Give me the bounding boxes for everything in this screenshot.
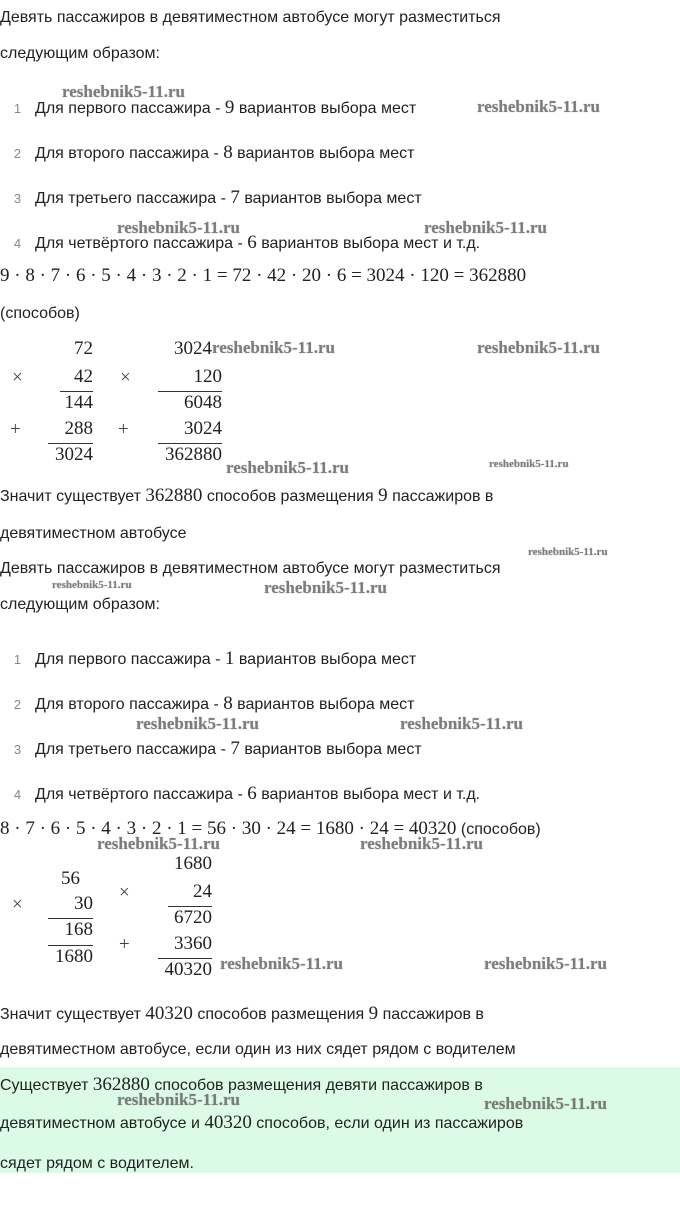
watermark: reshebnik5-11.ru bbox=[360, 834, 483, 854]
math-expression: 6 bbox=[247, 783, 257, 804]
calc-number: 72 bbox=[74, 338, 93, 359]
text-line bbox=[0, 1003, 484, 1025]
text: Для третьего пассажира - bbox=[35, 741, 231, 758]
calc-number: 1680 bbox=[174, 853, 212, 874]
watermark: reshebnik5-11.ru bbox=[226, 458, 349, 478]
text-line bbox=[0, 485, 493, 507]
watermark: reshebnik5-11.ru bbox=[117, 1090, 240, 1110]
math-expression: 362880 bbox=[145, 485, 203, 506]
text: Значит существует bbox=[0, 1006, 146, 1023]
math-expression: 9 bbox=[378, 485, 388, 506]
calc-number: 288 bbox=[64, 418, 93, 439]
text: девятиместном автобусе, если один из них сядет рядом с водителем bbox=[0, 1041, 516, 1058]
calc-number: 1680 bbox=[48, 945, 93, 968]
list-number: 4 bbox=[13, 787, 22, 802]
calc-number: 120 bbox=[193, 366, 222, 387]
watermark: reshebnik5-11.ru bbox=[528, 546, 608, 559]
text: (способов) bbox=[456, 821, 541, 838]
answer-line bbox=[0, 1153, 194, 1175]
times-sign: × bbox=[120, 367, 131, 388]
list-number: 2 bbox=[13, 697, 22, 712]
calc-number: 3024 bbox=[174, 338, 212, 359]
watermark: reshebnik5-11.ru bbox=[62, 82, 185, 102]
math-expression: 40320 bbox=[145, 1003, 193, 1024]
text-line bbox=[0, 43, 160, 65]
text: вариантов выбора мест bbox=[239, 190, 422, 207]
text: пассажиров в bbox=[387, 488, 494, 505]
text: способов размещения bbox=[192, 1006, 369, 1023]
text-line bbox=[0, 523, 187, 545]
watermark: reshebnik5-11.ru bbox=[477, 338, 600, 358]
watermark: reshebnik5-11.ru bbox=[97, 834, 220, 854]
watermark: reshebnik5-11.ru bbox=[136, 714, 259, 734]
watermark: reshebnik5-11.ru bbox=[117, 218, 240, 238]
list-number: 4 bbox=[13, 236, 22, 251]
text: вариантов выбора мест bbox=[234, 651, 417, 668]
math-expression: 7 bbox=[230, 187, 240, 208]
text: девятиместном автобусе и bbox=[0, 1115, 205, 1132]
text-line bbox=[0, 303, 80, 325]
text: сядет рядом с водителем. bbox=[0, 1155, 194, 1172]
text: следующим образом: bbox=[0, 596, 160, 613]
watermark: reshebnik5-11.ru bbox=[484, 1094, 607, 1114]
text: вариантов выбора мест bbox=[234, 100, 417, 117]
calc-number: 40320 bbox=[158, 958, 212, 981]
calc-number: 168 bbox=[48, 918, 93, 941]
math-expression: 9 · 8 · 7 · 6 · 5 · 4 · 3 · 2 · 1 = 72 · 42 · 20 · 6 = 3024 · 120 = 362880 bbox=[0, 265, 527, 286]
plus-sign: + bbox=[119, 934, 130, 955]
math-expression: 7 bbox=[230, 738, 240, 759]
watermark: reshebnik5-11.ru bbox=[52, 579, 132, 592]
calc-number: 56 bbox=[61, 868, 80, 889]
text: (способов) bbox=[0, 305, 80, 322]
text: способов размещения девяти пассажиров в bbox=[149, 1077, 483, 1094]
text: вариантов выбора мест bbox=[239, 741, 422, 758]
text: девятиместном автобусе bbox=[0, 525, 187, 542]
text-line bbox=[0, 648, 416, 670]
math-expression: 40320 bbox=[204, 1112, 252, 1133]
calc-number: 30 bbox=[74, 893, 93, 914]
math-expression: 1 bbox=[224, 648, 235, 669]
calc-number: 362880 bbox=[158, 443, 222, 466]
answer-line bbox=[0, 1074, 483, 1096]
text-line bbox=[0, 1039, 516, 1061]
math-expression: 8 bbox=[223, 142, 233, 163]
times-sign: × bbox=[119, 882, 130, 903]
text: вариантов выбора мест и т.д. bbox=[256, 786, 481, 803]
text-line bbox=[0, 232, 480, 254]
calc-number: 144 bbox=[60, 391, 93, 414]
math-expression: 9 bbox=[224, 97, 235, 118]
text: Для второго пассажира - bbox=[35, 145, 224, 162]
math-expression: 6 bbox=[247, 232, 257, 253]
plus-sign: + bbox=[10, 419, 21, 440]
text: способов размещения bbox=[202, 488, 379, 505]
calc-number: 3360 bbox=[174, 933, 212, 954]
text: Для второго пассажира - bbox=[35, 696, 224, 713]
text-line bbox=[0, 7, 501, 29]
text: Значит существует bbox=[0, 488, 146, 505]
math-expression: 8 bbox=[223, 693, 233, 714]
text: Для четвёртого пассажира - bbox=[35, 235, 248, 252]
text-line bbox=[0, 738, 422, 760]
watermark: reshebnik5-11.ru bbox=[489, 458, 569, 471]
list-number: 2 bbox=[13, 146, 22, 161]
text: вариантов выбора мест bbox=[232, 145, 415, 162]
watermark: reshebnik5-11.ru bbox=[484, 954, 607, 974]
math-expression: 8 · 7 · 6 · 5 · 4 · 3 · 2 · 1 = 56 · 30 · 24 = 1680 · 24 = 40320 bbox=[0, 818, 457, 839]
watermark: reshebnik5-11.ru bbox=[220, 954, 343, 974]
text-line bbox=[0, 783, 480, 805]
text-line bbox=[0, 594, 160, 616]
text-line bbox=[0, 265, 526, 287]
text: вариантов выбора мест bbox=[232, 696, 415, 713]
text: следующим образом: bbox=[0, 45, 160, 62]
plus-sign: + bbox=[118, 419, 129, 440]
calc-number: 42 bbox=[74, 366, 93, 387]
text: пассажиров в bbox=[378, 1006, 484, 1023]
text: Для четвёртого пассажира - bbox=[35, 786, 248, 803]
list-number: 1 bbox=[13, 101, 22, 116]
text: способов, если один из пассажиров bbox=[251, 1115, 524, 1132]
text: Девять пассажиров в девятиместном автобусе могут разместиться bbox=[0, 560, 501, 577]
watermark: reshebnik5-11.ru bbox=[212, 338, 335, 358]
calc-number: 24 bbox=[193, 881, 212, 902]
calc-number: 3024 bbox=[48, 443, 93, 466]
list-number: 1 bbox=[13, 652, 22, 667]
answer-line bbox=[0, 1112, 523, 1134]
watermark: reshebnik5-11.ru bbox=[477, 97, 600, 117]
list-number: 3 bbox=[13, 742, 22, 757]
text-line bbox=[0, 142, 414, 164]
calc-number: 3024 bbox=[184, 418, 222, 439]
text: вариантов выбора мест и т.д. bbox=[256, 235, 481, 252]
times-sign: × bbox=[12, 894, 23, 915]
text-line bbox=[0, 187, 422, 209]
text: Существует bbox=[0, 1077, 93, 1094]
calc-number: 6048 bbox=[158, 391, 222, 414]
text-line bbox=[0, 558, 501, 580]
watermark: reshebnik5-11.ru bbox=[424, 218, 547, 238]
watermark: reshebnik5-11.ru bbox=[400, 714, 523, 734]
text: Для первого пассажира - bbox=[35, 651, 225, 668]
math-expression: 9 bbox=[368, 1003, 379, 1024]
text-line bbox=[0, 693, 414, 715]
times-sign: × bbox=[12, 367, 23, 388]
text: Для первого пассажира - bbox=[35, 100, 225, 117]
text: Девять пассажиров в девятиместном автобусе могут разместиться bbox=[0, 9, 501, 26]
text: Для третьего пассажира - bbox=[35, 190, 231, 207]
calc-number: 6720 bbox=[168, 906, 212, 929]
list-number: 3 bbox=[13, 191, 22, 206]
watermark: reshebnik5-11.ru bbox=[264, 578, 387, 598]
math-expression: 362880 bbox=[92, 1074, 150, 1095]
